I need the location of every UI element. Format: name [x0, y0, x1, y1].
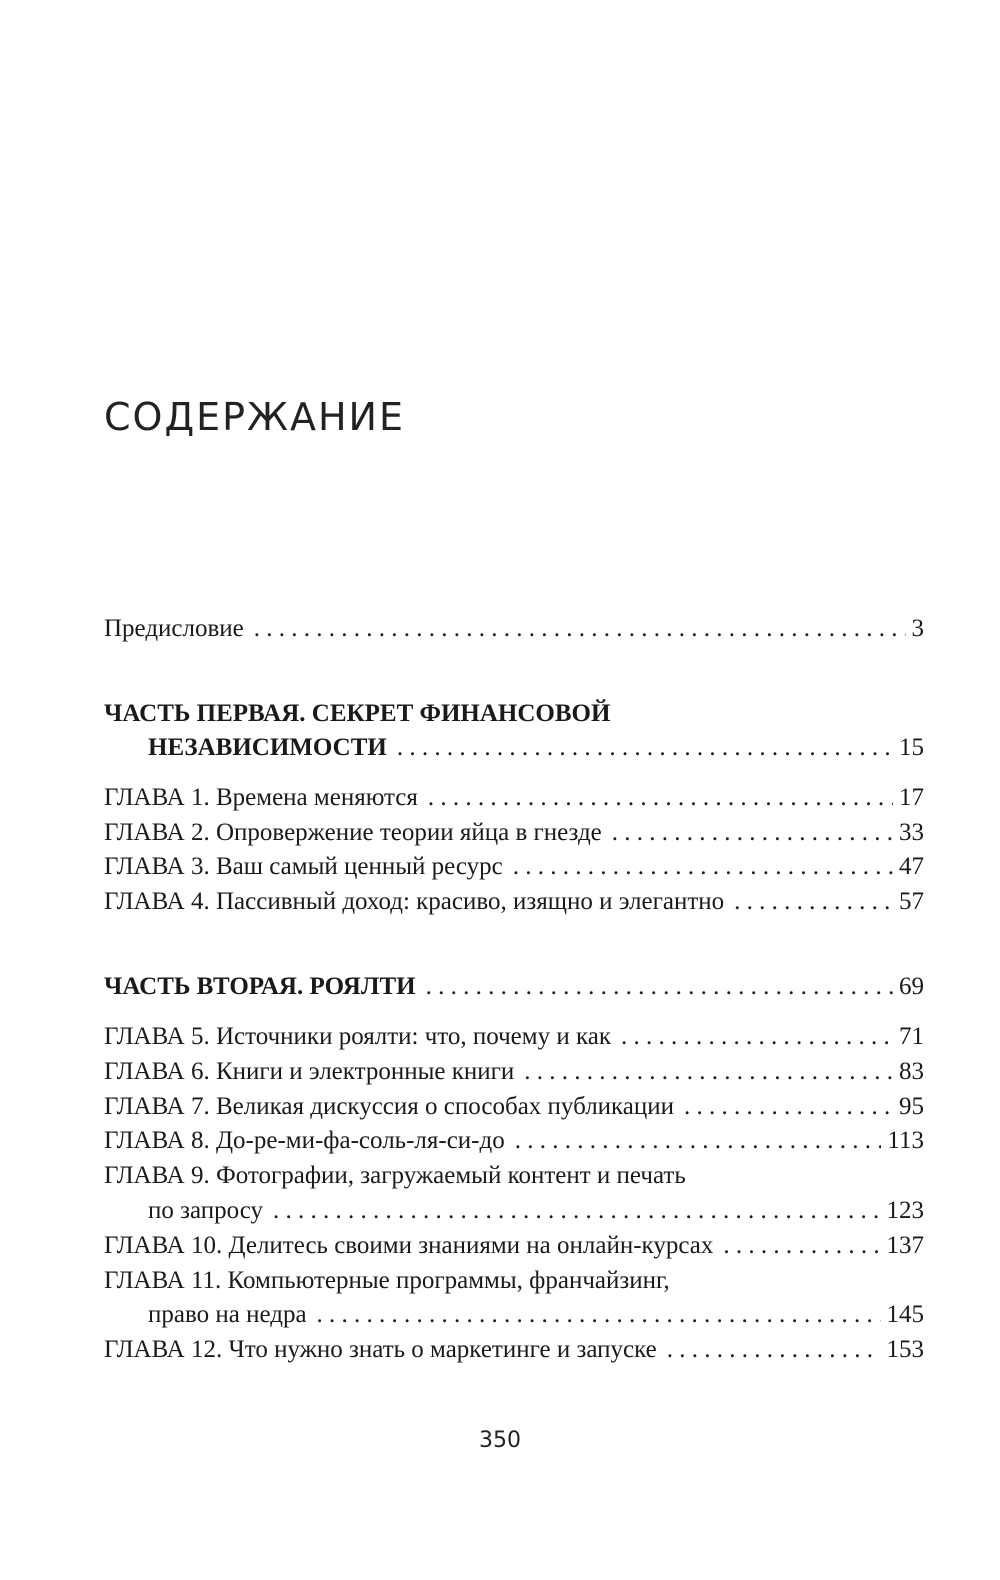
leader-dots — [515, 1124, 882, 1158]
toc-entry-part1 — [104, 731, 924, 765]
toc-label: ГЛАВА 11. Компьютерные программы, франчайзинг, — [104, 1267, 670, 1294]
leader-dots — [734, 885, 893, 919]
leader-dots — [612, 816, 893, 850]
toc-label: ГЛАВА 9. Фотографии, загружаемый контент и печать — [104, 1162, 686, 1189]
toc-entry-part2 — [104, 970, 924, 1004]
leader-dots — [621, 1020, 893, 1054]
toc-entry-ch4 — [104, 885, 924, 919]
toc-page: 83 — [899, 1058, 924, 1085]
toc-page: 113 — [887, 1127, 924, 1154]
leader-dots — [524, 1055, 893, 1089]
toc-entry-ch9 — [104, 1194, 924, 1228]
toc-page: 145 — [886, 1301, 924, 1328]
toc-page: 3 — [911, 615, 924, 642]
toc-entry-ch1 — [104, 781, 924, 815]
toc-page: 15 — [899, 734, 924, 761]
toc-page: 47 — [899, 853, 924, 880]
toc-page: 57 — [899, 888, 924, 915]
toc-page: 95 — [899, 1093, 924, 1120]
toc-label: по запросу — [148, 1197, 264, 1224]
toc-entry-preface — [104, 612, 924, 646]
leader-dots — [254, 612, 906, 646]
toc-label: ЧАСТЬ ВТОРАЯ. РОЯЛТИ — [104, 973, 416, 1000]
toc-label: НЕЗАВИСИМОСТИ — [148, 734, 387, 761]
toc-entry-ch8 — [104, 1124, 924, 1158]
leader-dots — [723, 1229, 880, 1263]
leader-dots — [273, 1194, 880, 1228]
page-title: СОДЕРЖАНИЕ — [104, 395, 405, 439]
page-number: 350 — [479, 1428, 521, 1453]
toc-entry-ch12 — [104, 1333, 924, 1367]
toc-label: право на недра — [148, 1301, 307, 1328]
toc-page: 153 — [886, 1336, 924, 1363]
toc-label: ГЛАВА 1. Времена меняются — [104, 784, 418, 811]
toc-label: ЧАСТЬ ПЕРВАЯ. СЕКРЕТ ФИНАНСОВОЙ — [104, 700, 611, 727]
toc-page: 33 — [899, 819, 924, 846]
toc-label: ГЛАВА 6. Книги и электронные книги — [104, 1058, 515, 1085]
leader-dots — [428, 781, 893, 815]
toc-label: ГЛАВА 10. Делитесь своими знаниями на онлайн-курсах — [104, 1232, 714, 1259]
toc-entry-ch5 — [104, 1020, 924, 1054]
toc-page: 137 — [886, 1232, 924, 1259]
leader-dots — [667, 1333, 881, 1367]
toc-entry-ch10 — [104, 1229, 924, 1263]
toc-entry-ch6 — [104, 1055, 924, 1089]
leader-dots — [317, 1298, 881, 1332]
toc-label: Предисловие — [104, 615, 244, 642]
toc-entry-part1-line1 — [104, 697, 924, 731]
toc-entry-ch9-line1 — [104, 1159, 924, 1193]
toc-page: 69 — [899, 973, 924, 1000]
leader-dots — [397, 731, 893, 765]
toc-label: ГЛАВА 4. Пассивный доход: красиво, изящно и элегантно — [104, 888, 725, 915]
toc-label: ГЛАВА 8. До-ре-ми-фа-соль-ля-си-до — [104, 1127, 505, 1154]
toc-label: ГЛАВА 5. Источники роялти: что, почему и как — [104, 1023, 611, 1050]
toc-label: ГЛАВА 3. Ваш самый ценный ресурс — [104, 853, 503, 880]
toc-page: 17 — [899, 784, 924, 811]
toc-page: 123 — [886, 1197, 924, 1224]
toc-entry-ch3 — [104, 850, 924, 884]
toc-entry-ch2 — [104, 816, 924, 850]
leader-dots — [684, 1090, 893, 1124]
leader-dots — [426, 970, 893, 1004]
toc-entry-ch11 — [104, 1298, 924, 1332]
toc-entry-ch11-line1 — [104, 1264, 924, 1298]
toc-label: ГЛАВА 2. Опровержение теории яйца в гнезде — [104, 819, 602, 846]
toc-label: ГЛАВА 7. Великая дискуссия о способах публикации — [104, 1093, 675, 1120]
toc-label: ГЛАВА 12. Что нужно знать о маркетинге и запуске — [104, 1336, 657, 1363]
toc-page: 71 — [899, 1023, 924, 1050]
toc-entry-ch7 — [104, 1090, 924, 1124]
leader-dots — [513, 850, 893, 884]
